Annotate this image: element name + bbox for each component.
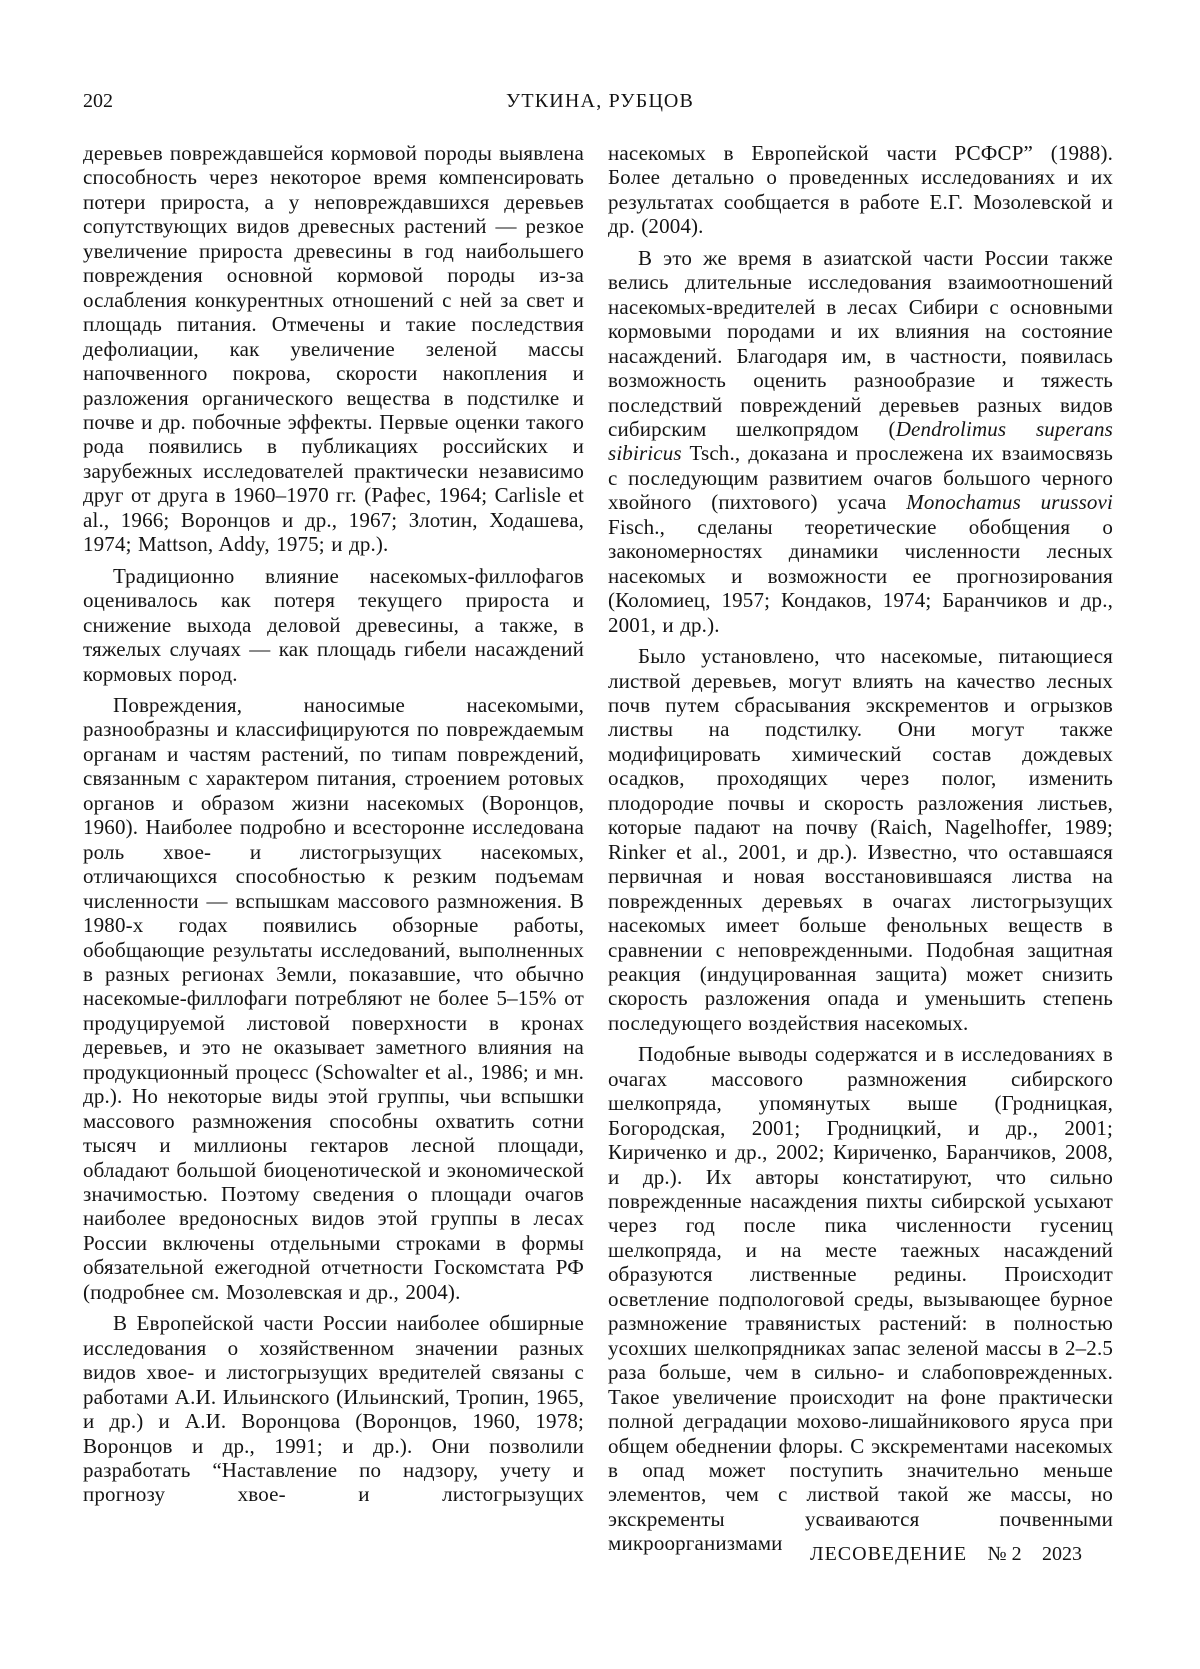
left-column	[83, 141, 584, 1563]
journal-name: ЛЕСОВЕДЕНИЕ	[810, 1543, 968, 1565]
issue-number: № 2	[987, 1543, 1022, 1565]
paragraph: Традиционно влияние насекомых-филлофагов оценивалось как потеря текущего прироста и снижение выхода деловой древесины, а также, в тяжелых случаях — как площадь гибели насаждений кормовых пород.	[83, 563, 584, 686]
paragraph: насекомых в Европейской части РСФСР” (1988). Более детально о проведенных исследованиях и их результатах сообщается в работе Е.Г. Мозолевской и др. (2004).	[608, 141, 1113, 239]
article-body	[83, 141, 1113, 1563]
page-header	[0, 90, 1200, 118]
page-footer	[810, 1543, 1082, 1566]
paragraph: В Европейской части России наиболее обширные исследования о хозяйственном значении разных видов хвое- и листогрызущих вредителей связаны с работами А.И. Ильинского (Ильинский, Тропин, 1965, и др.) и А.И. Воронцова (Воронцов, 1960, 1978; Воронцов и др., 1991; и др.). Они позволили разработать “Наставление по надзору, учету и прогнозу хвое- и листогрызущих	[83, 1311, 584, 1507]
paragraph: В это же время в азиатской части России также велись длительные исследования взаимоотношений насекомых-вредителей в лесах Сибири с основными кормовыми породами и их влияния на состояние насаждений. Благодаря им, в частности, появилась возможность оценить разнообразие и тяжесть последствий повреждений деревьев разных видов сибирским шелкопрядом (Dendrolimus superans sibiricus Tsch., доказана и прослежена их взаимосвязь с последующим развитием очагов большого черного хвойного (пихтового) усача Monochamus urussovi Fisch., сделаны теоретические обобщения о закономерностях динамики численности лесных насекомых и возможности ее прогнозирования (Коломиец, 1957; Кондаков, 1974; Баранчиков и др., 2001, и др.).	[608, 245, 1113, 637]
right-column	[608, 141, 1113, 1563]
running-title: УТКИНА, РУБЦОВ	[505, 90, 695, 112]
year: 2023	[1042, 1543, 1082, 1565]
paragraph: Было установлено, что насекомые, питающиеся листвой деревьев, могут влиять на качество лесных почв путем сбрасывания экскрементов и огрызков листвы на подстилку. Они могут также модифицировать химический состав дождевых осадков, проходящих через полог, изменить плодородие почвы и скорость разложения листьев, которые падают на почву (Raich, Nagelhoffer, 1989; Rinker et al., 2001, и др.). Известно, что оставшаяся первичная и новая восстановившаяся листва на поврежденных деревьях в очагах листогрызущих насекомых имеет больше фенольных веществ в сравнении с неповрежденными. Подобная защитная реакция (индуцированная защита) может снизить скорость разложения опада и уменьшить степень последующего воздействия насекомых.	[608, 644, 1113, 1035]
page-number: 202	[83, 90, 113, 112]
paragraph: деревьев повреждавшейся кормовой породы выявлена способность через некоторое время компенсировать потери прироста, а у неповреждавшихся деревьев сопутствующих видов древесных растений — резкое увеличение прироста древесины в год наибольшего повреждения основной кормовой породы из-за ослабления конкурентных отношений с ней за свет и площадь питания. Отмечены и такие последствия дефолиации, как увеличение зеленой массы напочвенного покрова, скорости накопления и разложения органического вещества в подстилке и почве и др. побочные эффекты. Первые оценки такого рода появились в публикациях российских и зарубежных исследователей практически независимо друг от друга в 1960–1970 гг. (Рафес, 1964; Carlisle et al., 1966; Воронцов и др., 1967; Злотин, Ходашева, 1974; Mattson, Addy, 1975; и др.).	[83, 141, 584, 557]
paragraph: Подобные выводы содержатся и в исследованиях в очагах массового размножения сибирского шелкопряда, упомянутых выше (Гродницкая, Богородская, 2001; Гродницкий, и др., 2001; Кириченко и др., 2002; Кириченко, Баранчиков, 2008, и др.). Их авторы констатируют, что сильно поврежденные насаждения пихты сибирской усыхают через год после пика численности гусениц шелкопряда, и на месте таежных насаждений образуются лиственные редины. Происходит осветление подпологовой среды, вызывающее бурное размножение травянистых растений: в полностью усохших шелкопрядниках запас зеленой массы в 2–2.5 раза больше, чем в сильно- и слабоповрежденных. Такое увеличение происходит на фоне практически полной деградации мохово-лишайникового яруса при общем обеднении флоры. С экскрементами насекомых в опад может поступить значительно меньше элементов, чем с листвой такой же массы, но экскременты усваиваются почвенными микроорганизмами	[608, 1042, 1113, 1556]
paragraph: Повреждения, наносимые насекомыми, разнообразны и классифицируются по повреждаемым органам и частям растений, по типам повреждений, связанным с характером питания, строением ротовых органов и образом жизни насекомых (Воронцов, 1960). Наиболее подробно и всесторонне исследована роль хвое- и листогрызущих насекомых, отличающихся способностью к резким подъемам численности — вспышкам массового размножения. В 1980-х годах появились обзорные работы, обобщающие результаты исследований, выполненных в разных регионах Земли, показавшие, что обычно насекомые-филлофаги потребляют не более 5–15% от продуцируемой листовой поверхности в кронах деревьев, и это не оказывает заметного влияния на продукционный процесс (Schowalter et al., 1986; и мн. др.). Но некоторые виды этой группы, чьи вспышки массового размножения способны охватить сотни тысяч и миллионы гектаров лесной площади, обладают большой биоценотической и экономической значимостью. Поэтому сведения о площади очагов наиболее вредоносных видов этой группы в лесах России включены отдельными строками в формы обязательной ежегодной отчетности Госкомстата РФ (подробнее см. Мозолевская и др., 2004).	[83, 692, 584, 1304]
